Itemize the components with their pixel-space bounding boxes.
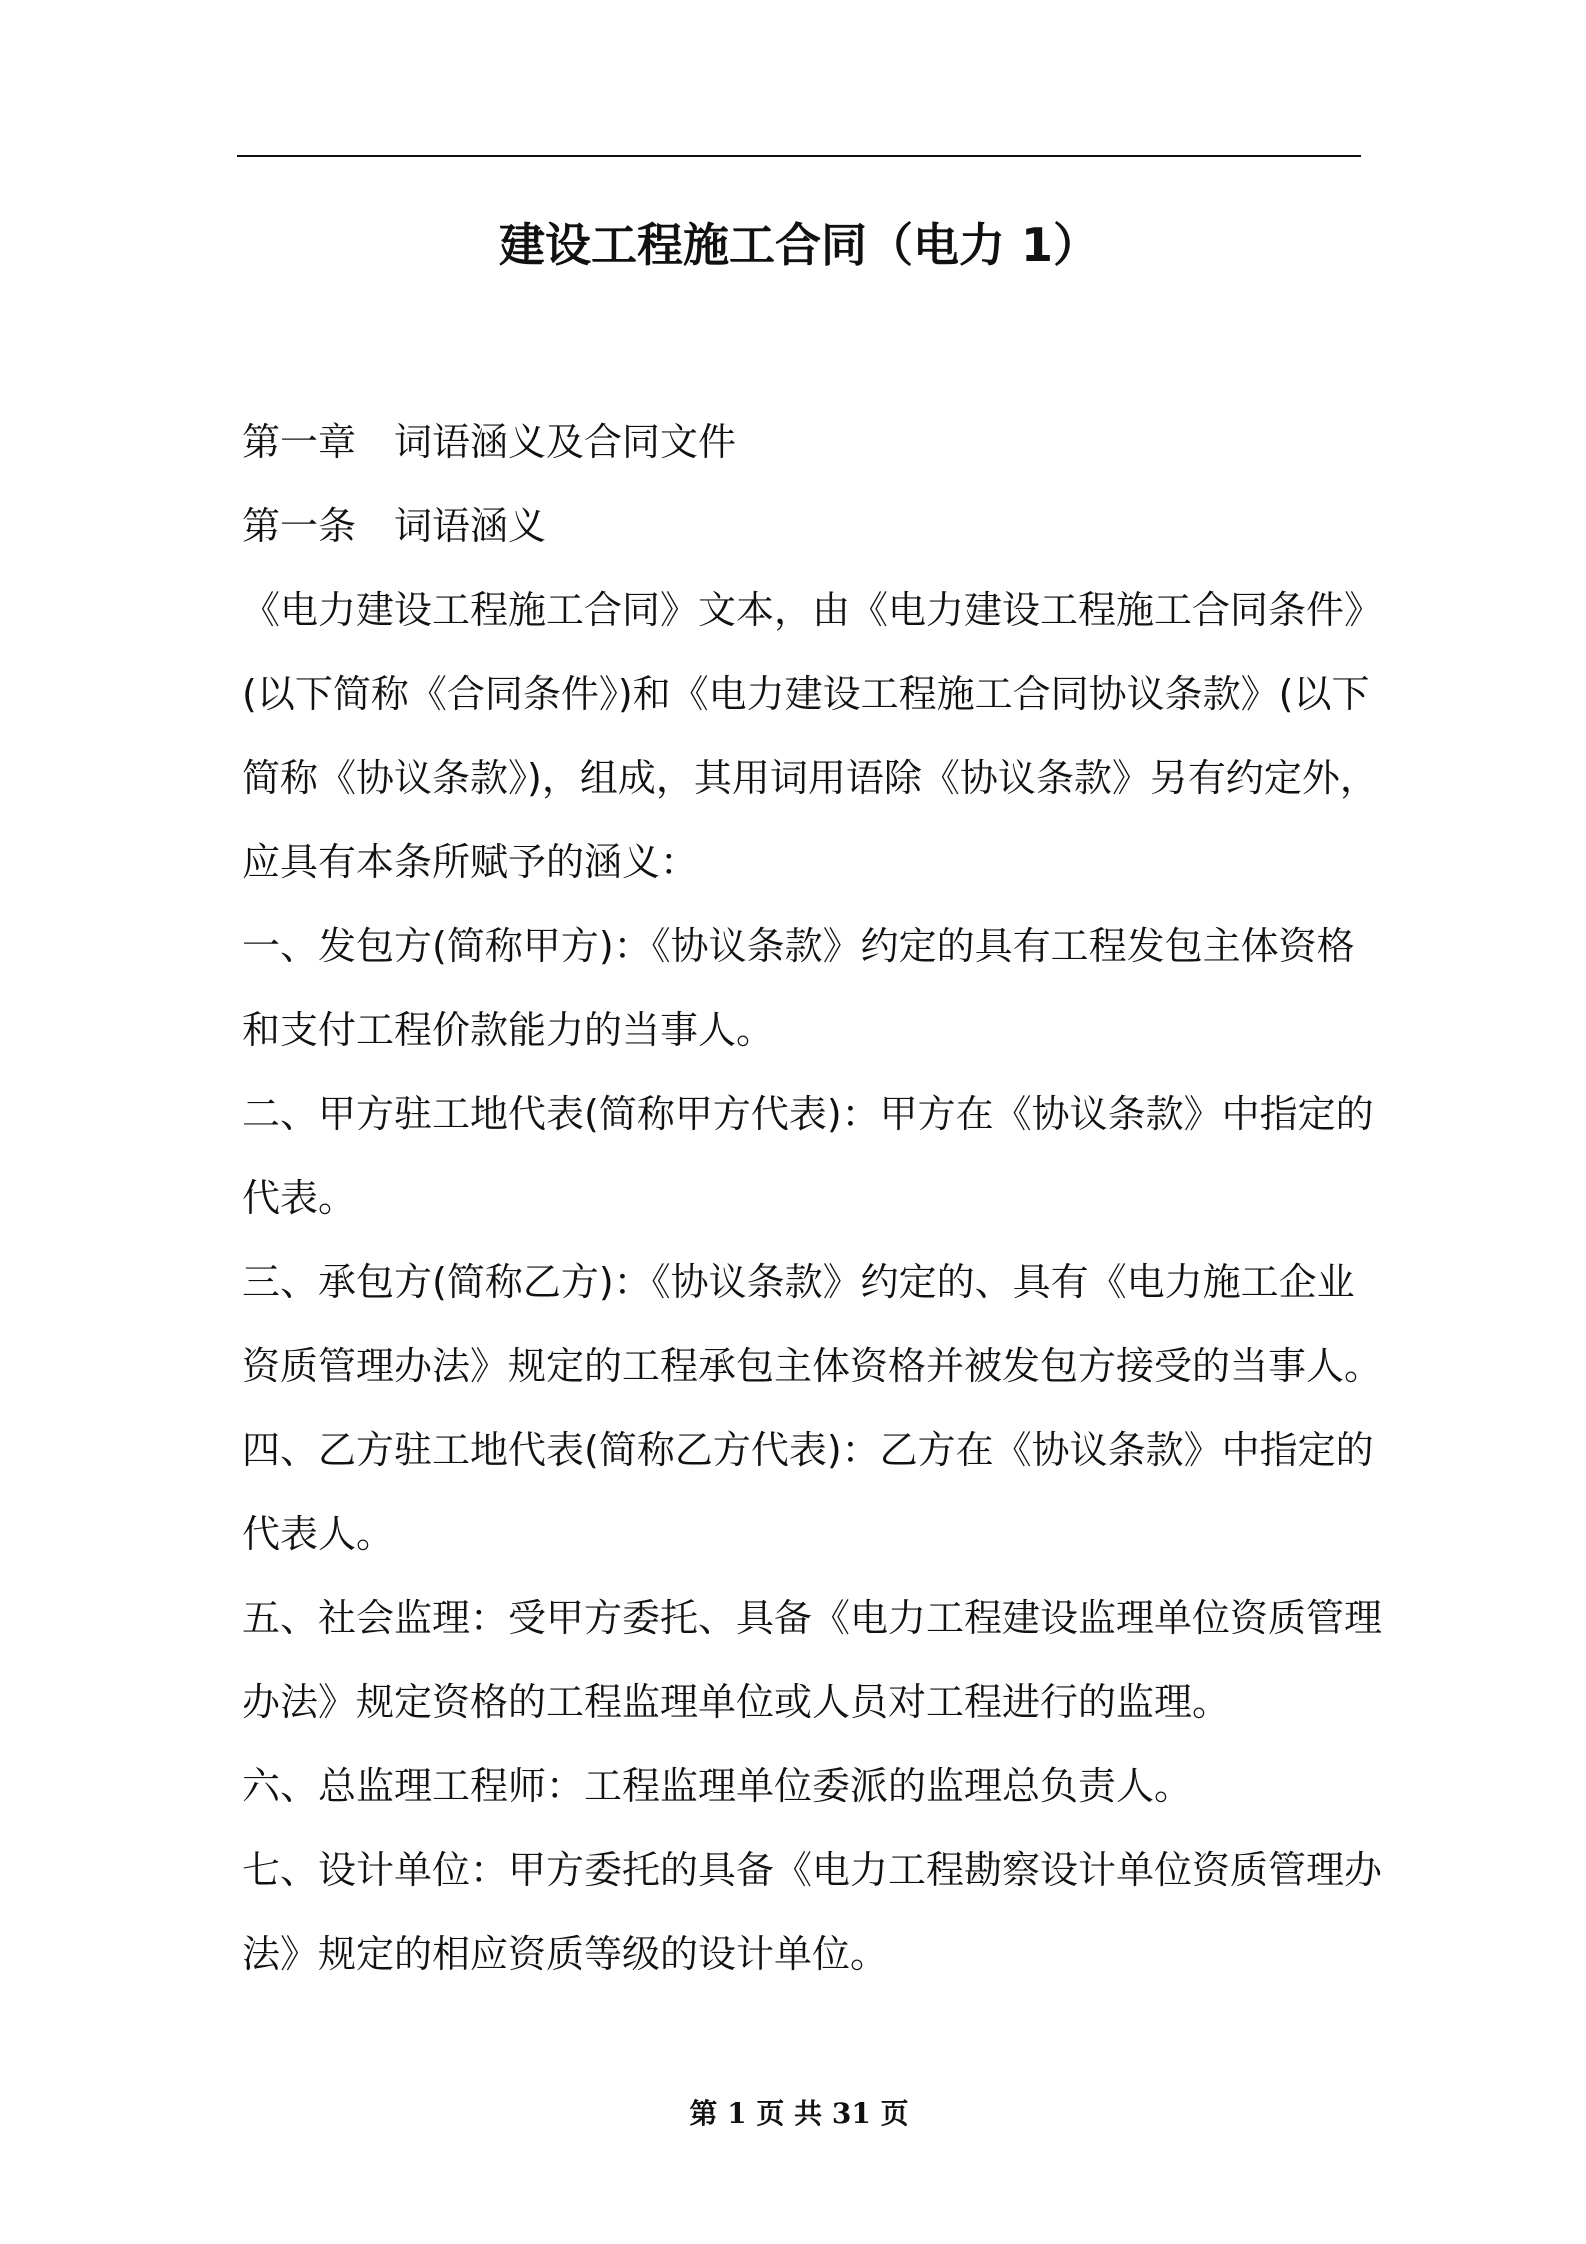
definition-line: 四、乙方驻工地代表(简称乙方代表)：乙方在《协议条款》中指定的 [242,1428,1374,1472]
body-line: 法》规定的相应资质等级的设计单位。 [242,1932,889,1976]
definition-line: 一、发包方(简称甲方)：《协议条款》约定的具有工程发包主体资格 [242,924,1355,968]
article-heading: 第一条 词语涵义 [242,504,547,548]
definition-line: 六、总监理工程师：工程监理单位委派的监理总负责人。 [242,1764,1193,1808]
body-line: 代表。 [242,1176,357,1220]
body-line: (以下简称《合同条件》)和《电力建设工程施工合同协议条款》(以下 [242,672,1370,716]
body-line: 简称《协议条款》)，组成，其用词用语除《协议条款》另有约定外， [242,756,1378,800]
definition-line: 二、甲方驻工地代表(简称甲方代表)：甲方在《协议条款》中指定的 [242,1092,1374,1136]
definition-line: 七、设计单位：甲方委托的具备《电力工程勘察设计单位资质管理办 [242,1848,1383,1892]
definition-line: 三、承包方(简称乙方)：《协议条款》约定的、具有《电力施工企业 [242,1260,1355,1304]
document-body [242,400,1383,1996]
definition-line: 五、社会监理：受甲方委托、具备《电力工程建设监理单位资质管理 [242,1596,1383,1640]
body-line: 资质管理办法》规定的工程承包主体资格并被发包方接受的当事人。 [242,1344,1383,1388]
body-line: 应具有本条所赋予的涵义： [242,840,699,884]
chapter-heading: 第一章 词语涵义及合同文件 [242,420,737,464]
body-line: 办法》规定资格的工程监理单位或人员对工程进行的监理。 [242,1680,1231,1724]
body-line: 和支付工程价款能力的当事人。 [242,1008,775,1052]
page-footer: 第 1 页 共 31 页 [689,2097,909,2130]
body-line: 代表人。 [242,1512,395,1556]
header-rule [237,155,1361,157]
document-title: 建设工程施工合同（电力 1） [498,218,1100,272]
body-line: 《电力建设工程施工合同》文本，由《电力建设工程施工合同条件》 [242,588,1383,632]
